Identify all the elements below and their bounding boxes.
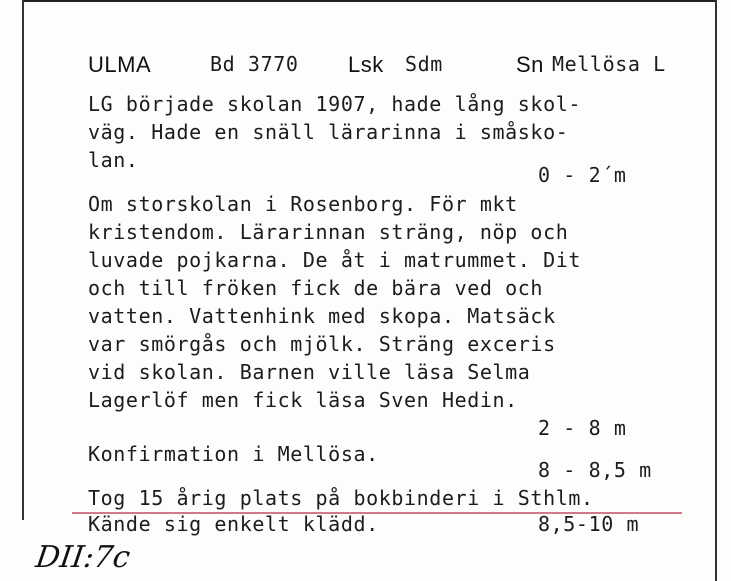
- text-line: kristendom. Lärarinnan sträng, nöp och: [88, 220, 569, 244]
- age-range: 2 - 8 m: [538, 416, 627, 440]
- text-line: Lagerlöf men fick läsa Sven Hedin.: [88, 388, 518, 412]
- age-range: 8,5-10 m: [538, 512, 640, 536]
- text-line: Om storskolan i Rosenborg. För mkt: [88, 192, 518, 216]
- text-line: vid skolan. Barnen ville läsa Selma: [88, 360, 531, 384]
- handwritten-signature: DII:7c: [33, 540, 133, 575]
- text-line: och till fröken fick de bära ved och: [88, 276, 544, 300]
- archive-label: ULMA: [88, 52, 152, 77]
- text-line: Kände sig enkelt klädd.: [88, 512, 379, 536]
- text-line: luvade pojkarna. De åt i matrummet. Dit: [88, 248, 581, 272]
- text-line: Tog 15 årig plats på bokbinderi i Sthlm.: [88, 486, 594, 510]
- card-border-left: [22, 0, 24, 520]
- card-border-right: [715, 0, 717, 581]
- age-range: 0 - 2´m: [538, 163, 627, 187]
- parish-name: Mellösa L: [552, 52, 666, 76]
- card-border-top: [22, 0, 717, 2]
- volume-number: Bd 3770: [210, 52, 299, 76]
- text-line: väg. Hade en snäll lärarinna i småsko-: [88, 120, 569, 144]
- text-line: LG började skolan 1907, hade lång skol-: [88, 92, 581, 116]
- text-line: var smörgås och mjölk. Sträng exceris: [88, 332, 556, 356]
- province-sub-label: Sdm: [405, 52, 443, 76]
- text-line: vatten. Vattenhink med skopa. Matsäck: [88, 304, 556, 328]
- parish-prefix: Sn: [516, 52, 544, 77]
- text-line: Konfirmation i Mellösa.: [88, 442, 379, 466]
- age-range: 8 - 8,5 m: [538, 458, 652, 482]
- province-label: Lsk: [348, 52, 384, 77]
- text-line: lan.: [88, 148, 139, 172]
